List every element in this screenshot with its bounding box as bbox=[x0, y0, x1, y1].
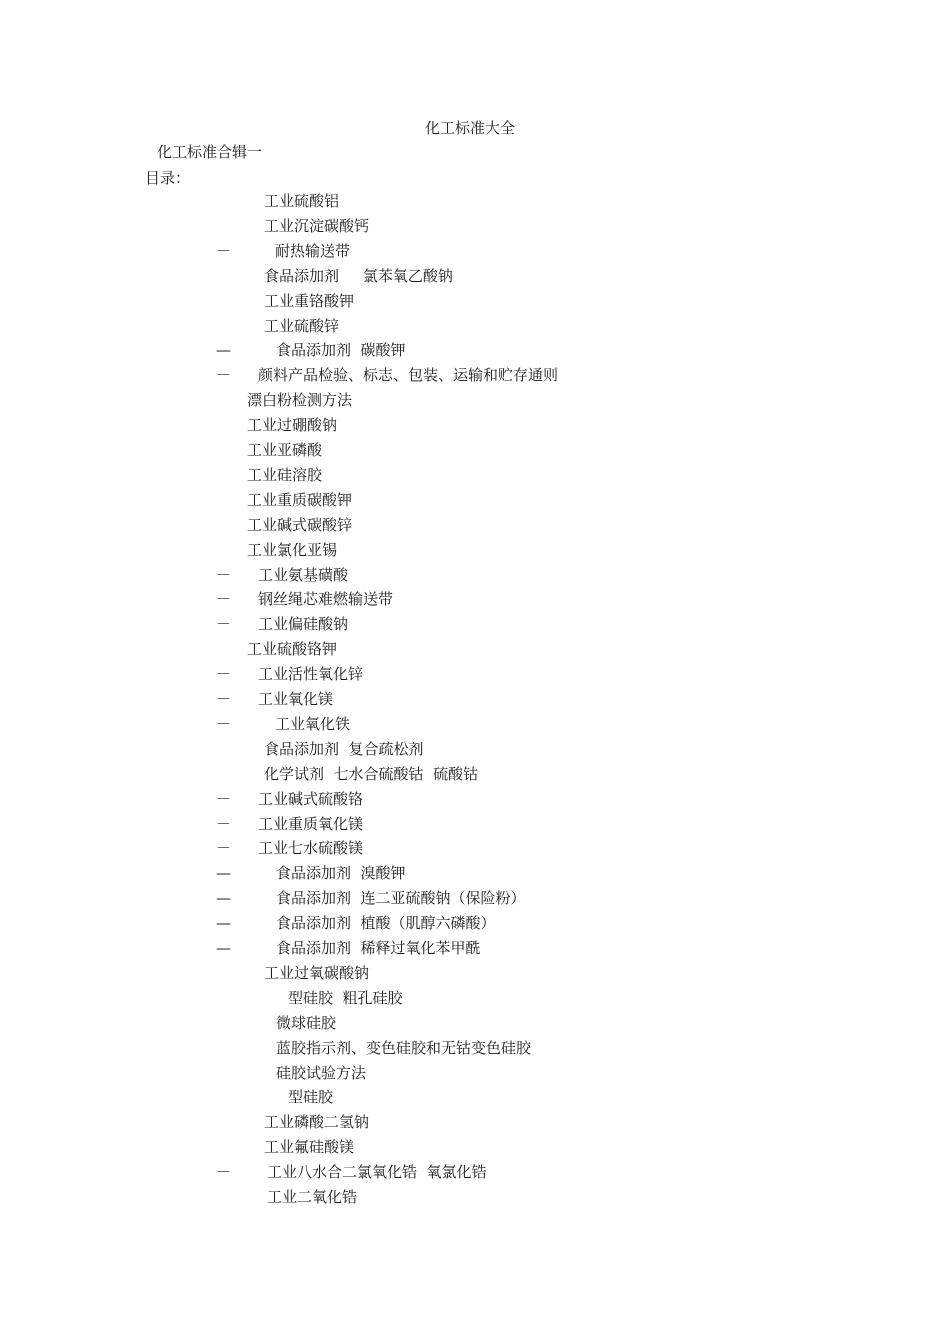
toc-item: 工业碱式碳酸锌 bbox=[247, 516, 353, 534]
toc-item: 化学试剂 七水合硫酸钴 硫酸钴 bbox=[264, 765, 479, 783]
toc-item: 微球硅胶 bbox=[276, 1014, 337, 1032]
toc-item: 食品添加剂 氯苯氧乙酸钠 bbox=[264, 267, 453, 285]
toc-item: 工业硫酸铝 bbox=[264, 192, 340, 210]
toc-dash: — bbox=[216, 341, 231, 359]
toc-dash: － bbox=[216, 566, 232, 584]
toc-item: 工业磷酸二氢钠 bbox=[264, 1113, 370, 1131]
collection-subtitle: 化工标准合辑一 bbox=[157, 143, 263, 161]
toc-item: 钢丝绳芯难燃输送带 bbox=[258, 590, 394, 608]
toc-item: 工业活性氧化锌 bbox=[258, 665, 364, 683]
toc-dash: － bbox=[216, 839, 232, 857]
toc-item: 工业碱式硫酸铬 bbox=[258, 790, 364, 808]
toc-item: 工业氧化铁 bbox=[275, 715, 351, 733]
toc-dash: － bbox=[216, 1163, 232, 1181]
toc-dash: － bbox=[216, 665, 232, 683]
toc-dash: — bbox=[216, 889, 231, 907]
toc-item: 食品添加剂 碳酸钾 bbox=[276, 341, 406, 359]
toc-item: 食品添加剂 复合疏松剂 bbox=[264, 740, 424, 758]
toc-item: 漂白粉检测方法 bbox=[247, 391, 353, 409]
toc-dash: － bbox=[216, 615, 232, 633]
toc-dash: — bbox=[216, 914, 231, 932]
toc-item: 工业硅溶胶 bbox=[247, 466, 323, 484]
toc-item: 工业氯化亚锡 bbox=[247, 541, 338, 559]
toc-item: 型硅胶 bbox=[288, 1088, 334, 1106]
toc-item: 蓝胶指示剂、变色硅胶和无钴变色硅胶 bbox=[276, 1039, 532, 1057]
toc-dash: － bbox=[216, 242, 232, 260]
toc-item: 食品添加剂 植酸（肌醇六磷酸） bbox=[276, 914, 496, 932]
toc-item: 耐热输送带 bbox=[275, 242, 351, 260]
toc-dash: － bbox=[216, 366, 232, 384]
toc-item: 食品添加剂 连二亚硫酸钠（保险粉） bbox=[276, 889, 526, 907]
toc-item: 硅胶试验方法 bbox=[276, 1064, 367, 1082]
toc-item: 工业氨基磺酸 bbox=[258, 566, 349, 584]
toc-item: 工业硫酸铬钾 bbox=[247, 640, 338, 658]
toc-item: 工业二氧化锆 bbox=[267, 1188, 358, 1206]
toc-item: 食品添加剂 溴酸钾 bbox=[276, 864, 406, 882]
toc-item: 食品添加剂 稀释过氧化苯甲酰 bbox=[276, 939, 481, 957]
toc-dash: － bbox=[216, 590, 232, 608]
toc-item: 工业偏硅酸钠 bbox=[258, 615, 349, 633]
toc-item: 工业亚磷酸 bbox=[247, 441, 323, 459]
toc-item: 工业八水合二氯氧化锆 氧氯化锆 bbox=[267, 1163, 487, 1181]
toc-item: 颜料产品检验、标志、包装、运输和贮存通则 bbox=[258, 366, 559, 384]
toc-item: 工业氟硅酸镁 bbox=[264, 1138, 355, 1156]
page-title: 化工标准大全 bbox=[425, 119, 516, 137]
toc-item: 工业七水硫酸镁 bbox=[258, 839, 364, 857]
toc-item: 工业氧化镁 bbox=[258, 690, 334, 708]
toc-dash: － bbox=[216, 690, 232, 708]
toc-item: 工业沉淀碳酸钙 bbox=[264, 217, 370, 235]
toc-item: 工业过硼酸钠 bbox=[247, 416, 338, 434]
toc-dash: － bbox=[216, 790, 232, 808]
toc-dash: － bbox=[216, 815, 232, 833]
toc-item: 工业重铬酸钾 bbox=[264, 292, 355, 310]
toc-dash: — bbox=[216, 939, 231, 957]
toc-dash: — bbox=[216, 864, 231, 882]
toc-item: 型硅胶 粗孔硅胶 bbox=[288, 989, 403, 1007]
toc-item: 工业重质碳酸钾 bbox=[247, 491, 353, 509]
toc-label: 目录： bbox=[145, 169, 191, 187]
toc-item: 工业过氧碳酸钠 bbox=[264, 964, 370, 982]
toc-item: 工业重质氧化镁 bbox=[258, 815, 364, 833]
toc-item: 工业硫酸锌 bbox=[264, 317, 340, 335]
toc-dash: － bbox=[216, 715, 232, 733]
